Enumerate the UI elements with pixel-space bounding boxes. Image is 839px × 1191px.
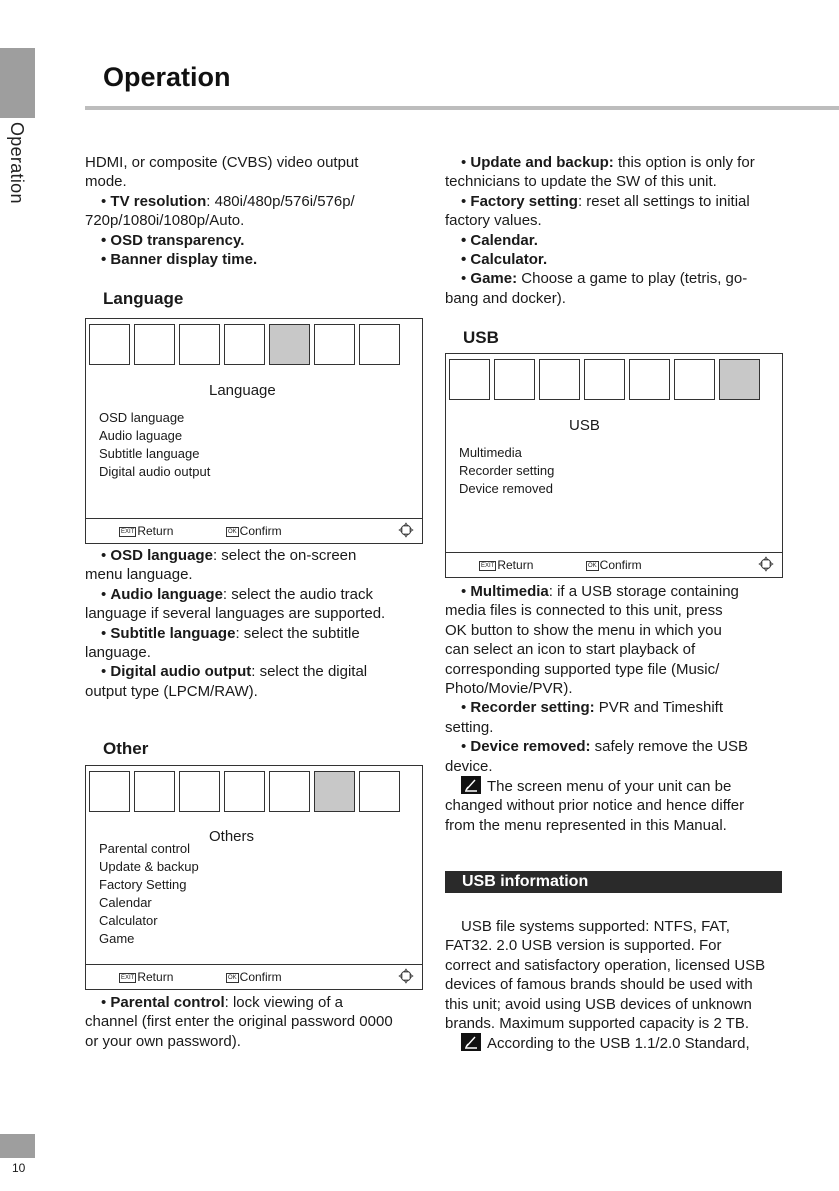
menu-tile[interactable] bbox=[89, 771, 130, 812]
other-heading: Other bbox=[103, 739, 149, 758]
menu-tile[interactable] bbox=[359, 771, 400, 812]
menu-tile[interactable] bbox=[224, 771, 265, 812]
menu-item[interactable]: Calendar bbox=[99, 895, 152, 910]
menu-footer bbox=[86, 518, 422, 543]
menu-item[interactable]: Calculator bbox=[99, 913, 158, 928]
note-pencil-icon bbox=[461, 776, 481, 794]
return-hint: EXIT Return bbox=[121, 524, 174, 538]
usb-info-text: USB file systems supported: NTFS, FAT, FAT32. 2.0 USB version is supported. For correct and satisfactory operation, licensed USB devices of famous brands should be used with this unit; avoid using USB devices of unknown brands. Maximum supported capacity is 2 TB. According to the USB 1.1/2.0 Standard, bbox=[445, 918, 766, 1053]
navigation-arrows-icon bbox=[398, 968, 414, 984]
other-descriptions: • Parental control: lock viewing of a channel (first enter the original password 0000 or your own password). bbox=[85, 994, 393, 1050]
menu-tiles bbox=[449, 359, 760, 400]
side-tab-marker bbox=[0, 48, 35, 118]
return-hint: EXIT Return bbox=[481, 558, 534, 572]
menu-footer bbox=[446, 552, 782, 577]
usb-information-heading: USB information bbox=[445, 871, 782, 893]
navigation-arrows-icon bbox=[758, 556, 774, 572]
confirm-hint: OK Confirm bbox=[588, 558, 642, 572]
navigation-arrows-icon bbox=[398, 522, 414, 538]
menu-item[interactable]: Multimedia bbox=[459, 445, 522, 460]
ok-key-icon: OK bbox=[588, 562, 597, 569]
menu-tile[interactable] bbox=[584, 359, 625, 400]
menu-title: USB bbox=[569, 417, 600, 434]
menu-item[interactable]: Factory Setting bbox=[99, 877, 187, 892]
return-hint: EXIT Return bbox=[121, 970, 174, 984]
menu-tile[interactable] bbox=[89, 324, 130, 365]
menu-footer bbox=[86, 964, 422, 989]
menu-title: Language bbox=[209, 382, 276, 399]
menu-item[interactable]: Subtitle language bbox=[99, 446, 200, 461]
osd-transparency-item: • OSD transparency. bbox=[101, 231, 245, 249]
menu-tile[interactable] bbox=[224, 324, 265, 365]
menu-tile[interactable] bbox=[359, 324, 400, 365]
left-intro: HDMI, or composite (CVBS) video output mode. • TV resolution: 480i/480p/576i/576p/ 720p/1080i/1080p/Auto. • OSD transparency. • Banner display time. bbox=[85, 153, 425, 269]
menu-tiles bbox=[89, 771, 400, 812]
confirm-hint: OK Confirm bbox=[228, 524, 282, 538]
right-top-text: • Update and backup: this option is only for technicians to update the SW of this unit. • Factory setting: reset all settings to initial factory values. • Calendar. • Calculator. • Game: Choose a game to play (tetris, go- bang and docker). bbox=[445, 154, 755, 307]
menu-item[interactable]: OSD language bbox=[99, 410, 185, 425]
exit-key-icon: EXIT bbox=[121, 974, 135, 981]
menu-item[interactable]: Game bbox=[99, 931, 135, 946]
menu-item[interactable]: Device removed bbox=[459, 481, 553, 496]
title-rule bbox=[85, 106, 839, 110]
menu-item[interactable]: Audio laguage bbox=[99, 428, 183, 443]
menu-item[interactable]: Parental control bbox=[99, 841, 191, 856]
menu-items bbox=[99, 409, 210, 481]
ok-key-icon: OK bbox=[228, 528, 237, 535]
menu-tile-selected[interactable] bbox=[719, 359, 760, 400]
menu-tile[interactable] bbox=[629, 359, 670, 400]
menu-tile-selected[interactable] bbox=[314, 771, 355, 812]
menu-tile[interactable] bbox=[494, 359, 535, 400]
banner-time-item: • Banner display time. bbox=[101, 251, 258, 269]
menu-tile[interactable] bbox=[449, 359, 490, 400]
side-label: Operation bbox=[7, 122, 27, 204]
ok-key-icon: OK bbox=[228, 974, 237, 981]
other-menu-panel bbox=[85, 765, 423, 990]
tv-resolution-item: • TV resolution: 480i/480p/576i/576p/ bbox=[101, 192, 355, 210]
page-number: 10 bbox=[12, 1161, 26, 1175]
menu-tile-selected[interactable] bbox=[269, 324, 310, 365]
menu-item[interactable]: Recorder setting bbox=[459, 463, 555, 478]
menu-tile[interactable] bbox=[134, 771, 175, 812]
menu-title: Others bbox=[209, 828, 255, 845]
menu-tile[interactable] bbox=[134, 324, 175, 365]
menu-tiles bbox=[89, 324, 400, 365]
menu-tile[interactable] bbox=[314, 324, 355, 365]
menu-tile[interactable] bbox=[674, 359, 715, 400]
language-heading: Language bbox=[103, 289, 184, 308]
note-pencil-icon bbox=[461, 1033, 481, 1051]
menu-items bbox=[99, 840, 199, 948]
usb-menu-panel bbox=[445, 353, 783, 578]
language-menu-panel bbox=[85, 318, 423, 544]
exit-key-icon: EXIT bbox=[481, 562, 495, 569]
language-descriptions: • OSD language: select the on-screen menu language. • Audio language: select the audio track language if several languages are supported. • Subtitle language: select the subtitle language. • Digital audio output: select the digital output type (LPCM/RAW). bbox=[85, 547, 386, 700]
confirm-hint: OK Confirm bbox=[228, 970, 282, 984]
menu-tile[interactable] bbox=[539, 359, 580, 400]
menu-tile[interactable] bbox=[269, 771, 310, 812]
page-title: Operation bbox=[103, 62, 231, 92]
exit-key-icon: EXIT bbox=[121, 528, 135, 535]
usb-heading: USB bbox=[463, 328, 499, 347]
menu-item[interactable]: Update & backup bbox=[99, 859, 199, 874]
menu-items bbox=[459, 444, 554, 498]
menu-tile[interactable] bbox=[179, 324, 220, 365]
menu-item[interactable]: Digital audio output bbox=[99, 464, 211, 479]
page-number-marker bbox=[0, 1134, 35, 1158]
usb-descriptions: • Multimedia: if a USB storage containing media files is connected to this unit, press OK button to show the menu in which you can select an icon to start playback of corresponding supported type file (Music/ Photo/Movie/PVR). • Recorder setting: PVR and Timeshift setting. • Device removed: safely remove the USB device. The screen menu of your unit can be changed without prior notice and hence differ from the menu represented in this Manual. bbox=[445, 583, 749, 834]
menu-tile[interactable] bbox=[179, 771, 220, 812]
